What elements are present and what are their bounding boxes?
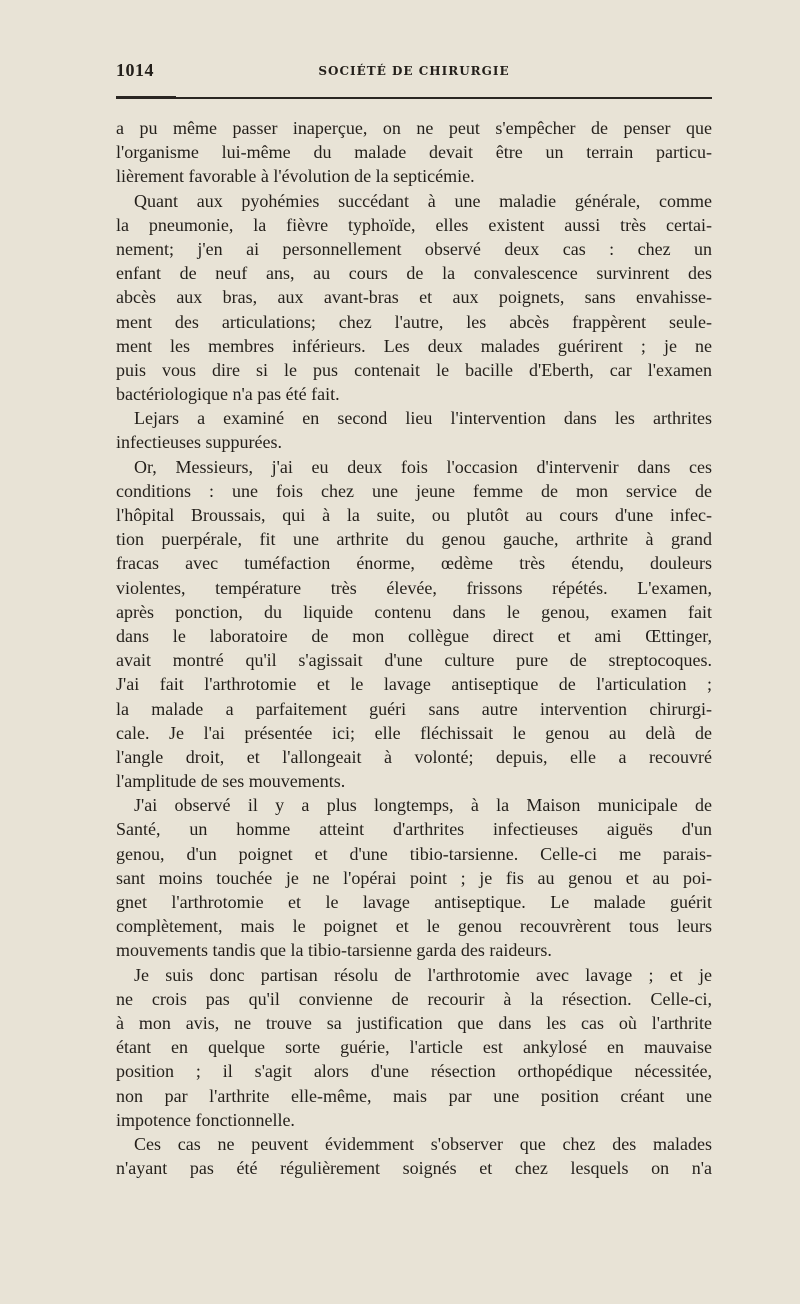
- text-line: la pneumonie, la fièvre typhoïde, elles existent aussi très certai-: [116, 214, 712, 235]
- text-line: mouvements tandis que la tibio-tarsienne garda des raideurs.: [116, 940, 552, 961]
- text-line: nement; j'en ai personnellement observé deux cas : chez un: [116, 238, 712, 259]
- text-line: ment les membres inférieurs. Les deux malades guérirent ; je ne: [116, 335, 712, 356]
- text-line: Or, Messieurs, j'ai eu deux fois l'occasion d'intervenir dans ces: [134, 456, 712, 477]
- running-title: SOCIÉTÉ DE CHIRURGIE: [318, 64, 510, 78]
- text-line: Je suis donc partisan résolu de l'arthrotomie avec lavage ; et je: [134, 964, 712, 985]
- text-line: l'amplitude de ses mouvements.: [116, 771, 346, 792]
- text-line: infectieuses suppurées.: [116, 432, 282, 453]
- text-line: violentes, température très élevée, frissons répétés. L'examen,: [116, 577, 712, 598]
- text-line: enfant de neuf ans, au cours de la convalescence survinrent des: [116, 263, 712, 284]
- text-line: ne crois pas qu'il convienne de recourir à la résection. Celle-ci,: [116, 988, 712, 1009]
- text-line: non par l'arthrite elle-même, mais par une position créant une: [116, 1085, 712, 1106]
- text-line: tion puerpérale, fit une arthrite du genou gauche, arthrite à grand: [116, 529, 712, 550]
- text-line: avait montré qu'il s'agissait d'une culture pure de streptocoques.: [116, 650, 712, 671]
- text-line: après ponction, du liquide contenu dans le genou, examen fait: [116, 601, 712, 622]
- text-line: sant moins touchée je ne l'opérai point ; je fis au genou et au poi-: [116, 867, 712, 888]
- body-text: [116, 116, 712, 1180]
- text-line: n'ayant pas été régulièrement soignés et chez lesquels on n'a: [116, 1158, 712, 1179]
- text-line: J'ai fait l'arthrotomie et le lavage antiseptique de l'articulation ;: [116, 674, 712, 695]
- text-line: l'organisme lui-même du malade devait être un terrain particu-: [116, 142, 712, 163]
- header-rule: [116, 97, 712, 99]
- text-line: l'hôpital Broussais, qui à la suite, ou plutôt au cours d'une infec-: [116, 505, 712, 525]
- text-line: l'angle droit, et l'allongeait à volonté; depuis, elle a recouvré: [116, 746, 712, 767]
- text-line: dans le laboratoire de mon collègue direct et ami Œttinger,: [116, 625, 712, 646]
- page-header: [116, 60, 712, 90]
- text-line: impotence fonctionnelle.: [116, 1109, 295, 1130]
- text-line: complètement, mais le poignet et le genou recouvrèrent tous leurs: [116, 916, 712, 937]
- text-line: bactériologique n'a pas été fait.: [116, 384, 340, 405]
- text-line: Ces cas ne peuvent évidemment s'observer que chez des malades: [134, 1133, 712, 1154]
- text-line: la malade a parfaitement guéri sans autre intervention chirurgi-: [116, 698, 712, 719]
- text-line: fracas avec tuméfaction énorme, œdème très étendu, douleurs: [116, 553, 712, 574]
- text-line: étant en quelque sorte guérie, l'article est ankylosé en mauvaise: [116, 1037, 712, 1058]
- page-number: 1014: [116, 60, 154, 80]
- text-line: Lejars a examiné en second lieu l'intervention dans les arthrites: [134, 408, 712, 429]
- text-line: conditions : une fois chez une jeune femme de mon service de: [116, 480, 712, 501]
- text-line: cale. Je l'ai présentée ici; elle fléchissait le genou au delà de: [116, 722, 712, 743]
- text-line: genou, d'un poignet et d'une tibio-tarsienne. Celle-ci me parais-: [116, 843, 712, 864]
- text-line: a pu même passer inaperçue, on ne peut s'empêcher de penser que: [116, 118, 712, 138]
- text-line: Quant aux pyohémies succédant à une maladie générale, comme: [134, 190, 712, 211]
- text-line: lièrement favorable à l'évolution de la septicémie.: [116, 166, 475, 187]
- text-line: J'ai observé il y a plus longtemps, à la Maison municipale de: [134, 795, 712, 816]
- text-line: à mon avis, ne trouve sa justification que dans les cas où l'arthrite: [116, 1012, 712, 1033]
- text-line: abcès aux bras, aux avant-bras et aux poignets, sans envahisse-: [116, 287, 712, 308]
- text-line: ment des articulations; chez l'autre, les abcès frappèrent seule-: [116, 311, 712, 332]
- text-line: gnet l'arthrotomie et le lavage antiseptique. Le malade guérit: [116, 892, 712, 912]
- text-line: puis vous dire si le pus contenait le bacille d'Eberth, car l'examen: [116, 359, 712, 380]
- text-line: position ; il s'agit alors d'une résection orthopédique nécessitée,: [116, 1061, 712, 1082]
- text-line: Santé, un homme atteint d'arthrites infectieuses aiguës d'un: [116, 819, 712, 840]
